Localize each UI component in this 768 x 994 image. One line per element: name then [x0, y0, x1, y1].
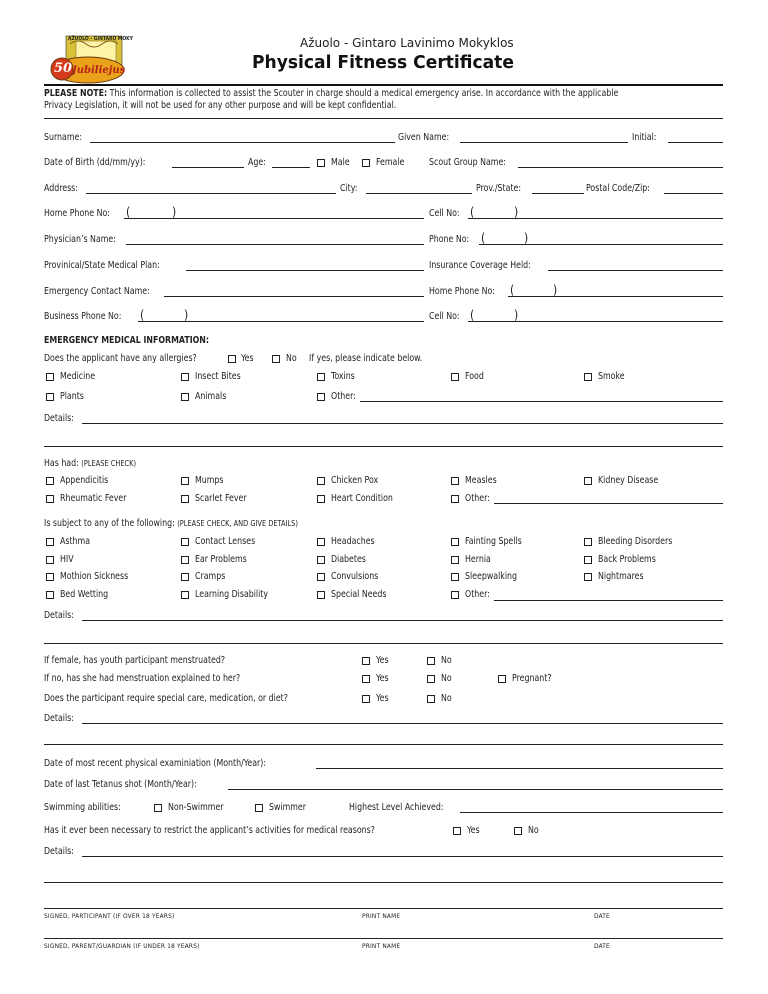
emergency-phone-paren-close: ) [553, 283, 558, 297]
scarlet-fever-label: Scarlet Fever [195, 493, 247, 504]
ear-problems-checkbox[interactable] [181, 556, 189, 564]
restrict-details-field-1[interactable] [82, 856, 723, 857]
business-cell-paren-open: ( [470, 308, 475, 322]
special-needs-label: Special Needs [331, 589, 387, 600]
phone-no-label: Phone No: [429, 234, 470, 245]
age-field[interactable] [272, 167, 310, 168]
rheumatic-fever-checkbox[interactable] [46, 495, 54, 503]
pregnant-label: Pregnant? [512, 673, 552, 684]
allergy-plants-label: Plants [60, 391, 84, 402]
contact-lenses-checkbox[interactable] [181, 538, 189, 546]
hiv-label: HIV [60, 554, 74, 565]
motion-sickness-checkbox[interactable] [46, 573, 54, 581]
explained-yes-checkbox[interactable] [362, 675, 370, 683]
physician-field[interactable] [126, 244, 424, 245]
surname-label: Surname: [44, 132, 83, 143]
allergy-other-checkbox[interactable] [317, 393, 325, 401]
allergy-details-field-1[interactable] [82, 423, 723, 424]
tetanus-field[interactable] [228, 789, 723, 790]
allergies-yes-label: Yes [241, 353, 254, 364]
postal-field[interactable] [664, 193, 723, 194]
emergency-contact-field[interactable] [164, 296, 424, 297]
asthma-label: Asthma [60, 536, 91, 547]
cell-no-field[interactable] [468, 218, 723, 219]
restrict-yes-label: Yes [467, 825, 480, 836]
participant-print-name-caption: PRINT NAME [362, 912, 401, 920]
sleepwalking-label: Sleepwalking [465, 571, 518, 582]
hernia-checkbox[interactable] [451, 556, 459, 564]
participant-date-caption: DATE [594, 912, 610, 920]
bed-wetting-label: Bed Wetting [60, 589, 109, 600]
pregnant-checkbox[interactable] [498, 675, 506, 683]
allergy-insect-bites-label: Insect Bites [195, 371, 241, 382]
recent-exam-field[interactable] [316, 768, 723, 769]
given-name-label: Given Name: [398, 132, 450, 143]
recent-exam-label: Date of most recent physical examiniation (Month/Year): [44, 758, 267, 769]
allergies-no-label: No [286, 353, 297, 364]
medical-plan-label: Provinical/State Medical Plan: [44, 260, 160, 271]
diabetes-label: Diabetes [331, 554, 366, 565]
special-care-details-field-2[interactable] [44, 744, 723, 745]
non-swimmer-checkbox[interactable] [154, 804, 162, 812]
restrict-question: Has it ever been necessary to restrict the applicant’s activities for medical reasons? [44, 825, 375, 836]
logo-number: 50 [54, 61, 73, 76]
parent-date-caption: DATE [594, 942, 610, 950]
subject-to-text: Is subject to any of the following: [44, 518, 175, 529]
business-paren-open: ( [140, 308, 145, 322]
prov-state-label: Prov./State: [476, 183, 522, 194]
city-field[interactable] [366, 193, 472, 194]
allergy-insect-bites-checkbox[interactable] [181, 373, 189, 381]
allergy-toxins-label: Toxins [331, 371, 355, 382]
special-care-no-checkbox[interactable] [427, 695, 435, 703]
mumps-label: Mumps [195, 475, 224, 486]
special-care-details-label: Details: [44, 713, 74, 724]
convulsions-checkbox[interactable] [317, 573, 325, 581]
condition-other-checkbox[interactable] [451, 591, 459, 599]
restrict-details-label: Details: [44, 846, 74, 857]
home-phone-field[interactable] [124, 218, 424, 219]
emergency-home-phone-label: Home Phone No: [429, 286, 495, 297]
signed-parent-caption: SIGNED, PARENT/GUARDIAN (IF UNDER 18 YEARS) [44, 942, 200, 950]
female-checkbox[interactable] [362, 159, 370, 167]
menstruated-no-checkbox[interactable] [427, 657, 435, 665]
physician-label: Physician’s Name: [44, 234, 116, 245]
logo-script: Jubiliejus [72, 65, 126, 76]
allergies-no-checkbox[interactable] [272, 355, 280, 363]
has-had-other-field[interactable] [494, 503, 723, 504]
female-label: Female [376, 157, 405, 168]
appendicitis-checkbox[interactable] [46, 477, 54, 485]
condition-other-field[interactable] [494, 600, 723, 601]
business-cell-field[interactable] [468, 321, 723, 322]
bleeding-disorders-checkbox[interactable] [584, 538, 592, 546]
cramps-label: Cramps [195, 571, 226, 582]
allergy-smoke-label: Smoke [598, 371, 625, 382]
phone-paren-close: ) [524, 231, 529, 245]
motion-sickness-label: Mothion Sickness [60, 571, 129, 582]
restrict-yes-checkbox[interactable] [453, 827, 461, 835]
initial-label: Initial: [632, 132, 657, 143]
special-care-question: Does the participant require special care, medication, or diet? [44, 693, 288, 704]
menstruated-yes-label: Yes [376, 655, 389, 666]
learning-disability-checkbox[interactable] [181, 591, 189, 599]
given-name-field[interactable] [460, 142, 628, 143]
has-had-label [44, 458, 136, 470]
kidney-disease-label: Kidney Disease [598, 475, 659, 486]
swimmer-checkbox[interactable] [255, 804, 263, 812]
allergies-question: Does the applicant have any allergies? [44, 353, 197, 364]
allergy-other-field[interactable] [360, 401, 723, 402]
sleepwalking-checkbox[interactable] [451, 573, 459, 581]
ear-problems-label: Ear Problems [195, 554, 247, 565]
swimming-label: Swimming abilities: [44, 802, 121, 813]
male-label: Male [331, 157, 350, 168]
nightmares-label: Nightmares [598, 571, 644, 582]
male-checkbox[interactable] [317, 159, 325, 167]
kidney-disease-checkbox[interactable] [584, 477, 592, 485]
headaches-label: Headaches [331, 536, 375, 547]
insurance-field[interactable] [548, 270, 723, 271]
bed-wetting-checkbox[interactable] [46, 591, 54, 599]
emergency-phone-paren-open: ( [510, 283, 515, 297]
hiv-checkbox[interactable] [46, 556, 54, 564]
emergency-home-phone-field[interactable] [508, 296, 723, 297]
cell-no-label: Cell No: [429, 208, 460, 219]
bleeding-disorders-label: Bleeding Disorders [598, 536, 673, 547]
medical-plan-field[interactable] [186, 270, 424, 271]
address-label: Address: [44, 183, 78, 194]
special-care-yes-checkbox[interactable] [362, 695, 370, 703]
subject-to-note: (PLEASE CHECK, AND GIVE DETAILS) [177, 519, 298, 528]
insurance-label: Insurance Coverage Held: [429, 260, 531, 271]
home-phone-paren-open: ( [126, 205, 131, 219]
business-phone-label: Business Phone No: [44, 311, 122, 322]
has-had-other-label: Other: [465, 493, 490, 504]
parent-print-name-caption: PRINT NAME [362, 942, 401, 950]
note-rule [44, 118, 723, 119]
explained-question: If no, has she had menstruation explained to her? [44, 673, 241, 684]
has-had-other-checkbox[interactable] [451, 495, 459, 503]
note-text-1: This information is collected to assist the Scouter in charge should a medical emergency arise. In accordance with the applicable [107, 88, 619, 99]
has-had-text: Has had: [44, 458, 79, 469]
business-cell-paren-close: ) [514, 308, 519, 322]
learning-disability-label: Learning Disability [195, 589, 269, 600]
logo-top-text: ĄŽUOLO - GINTARO MOKY [68, 36, 133, 42]
appendicitis-label: Appendicitis [60, 475, 109, 486]
header-rule [44, 84, 723, 86]
cell-paren-open: ( [470, 205, 475, 219]
allergies-yes-checkbox[interactable] [228, 355, 236, 363]
special-care-yes-label: Yes [376, 693, 389, 704]
tetanus-label: Date of last Tetanus shot (Month/Year): [44, 779, 197, 790]
page-title: Physical Fitness Certificate [252, 52, 514, 73]
restrict-no-checkbox[interactable] [514, 827, 522, 835]
restrict-details-field-2[interactable] [44, 882, 723, 883]
signed-participant-caption: SIGNED, PARTICIPANT (IF OVER 18 YEARS) [44, 912, 175, 920]
non-swimmer-label: Non-Swimmer [168, 802, 224, 813]
menstruated-yes-checkbox[interactable] [362, 657, 370, 665]
convulsions-label: Convulsions [331, 571, 379, 582]
special-needs-checkbox[interactable] [317, 591, 325, 599]
note-label: PLEASE NOTE: [44, 88, 108, 99]
allergy-toxins-checkbox[interactable] [317, 373, 325, 381]
rheumatic-fever-label: Rheumatic Fever [60, 493, 127, 504]
org-name: Ažuolo - Gintaro Lavinimo Mokyklos [300, 36, 514, 50]
allergy-details-label: Details: [44, 413, 74, 424]
allergies-if-yes: If yes, please indicate below. [309, 353, 423, 364]
hernia-label: Hernia [465, 554, 491, 565]
allergy-smoke-checkbox[interactable] [584, 373, 592, 381]
fainting-spells-label: Fainting Spells [465, 536, 522, 547]
phone-no-field[interactable] [479, 244, 723, 245]
scout-group-field[interactable] [518, 167, 723, 168]
explained-no-checkbox[interactable] [427, 675, 435, 683]
age-label: Age: [248, 157, 266, 168]
initial-field[interactable] [668, 142, 723, 143]
emergency-heading: EMERGENCY MEDICAL INFORMATION: [44, 335, 210, 346]
chicken-pox-label: Chicken Pox [331, 475, 379, 486]
logo [48, 34, 133, 86]
address-field[interactable] [86, 193, 336, 194]
allergy-details-field-2[interactable] [44, 446, 723, 447]
condition-details-label: Details: [44, 610, 74, 621]
allergy-animals-checkbox[interactable] [181, 393, 189, 401]
restrict-no-label: No [528, 825, 539, 836]
privacy-note [44, 88, 618, 100]
cell-paren-close: ) [514, 205, 519, 219]
condition-other-label: Other: [465, 589, 490, 600]
highest-level-field[interactable] [460, 812, 723, 813]
menstruated-no-label: No [441, 655, 452, 666]
special-care-details-field-1[interactable] [82, 723, 723, 724]
phone-paren-open: ( [481, 231, 486, 245]
explained-no-label: No [441, 673, 452, 684]
diabetes-checkbox[interactable] [317, 556, 325, 564]
home-phone-paren-close: ) [172, 205, 177, 219]
measles-checkbox[interactable] [451, 477, 459, 485]
business-cell-label: Cell No: [429, 311, 460, 322]
home-phone-label: Home Phone No: [44, 208, 110, 219]
swimmer-label: Swimmer [269, 802, 307, 813]
dob-field[interactable] [172, 167, 244, 168]
privacy-note-2: Privacy Legislation, it will not be used for any other purpose and will be kept confidential. [44, 100, 397, 111]
cramps-checkbox[interactable] [181, 573, 189, 581]
has-had-note: (PLEASE CHECK) [81, 459, 137, 468]
highest-level-label: Highest Level Achieved: [349, 802, 444, 813]
scout-group-label: Scout Group Name: [429, 157, 506, 168]
condition-details-field-1[interactable] [82, 620, 723, 621]
mumps-checkbox[interactable] [181, 477, 189, 485]
chicken-pox-checkbox[interactable] [317, 477, 325, 485]
emergency-contact-label: Emergency Contact Name: [44, 286, 150, 297]
prov-state-field[interactable] [532, 193, 584, 194]
participant-signature-line[interactable] [44, 908, 723, 909]
business-phone-field[interactable] [138, 321, 424, 322]
scarlet-fever-checkbox[interactable] [181, 495, 189, 503]
surname-field[interactable] [90, 142, 395, 143]
fainting-spells-checkbox[interactable] [451, 538, 459, 546]
allergy-plants-checkbox[interactable] [46, 393, 54, 401]
postal-label: Postal Code/Zip: [586, 183, 650, 194]
subject-to-label [44, 518, 298, 530]
dob-label: Date of Birth (dd/mm/yy): [44, 157, 146, 168]
parent-signature-line[interactable] [44, 938, 723, 939]
back-problems-checkbox[interactable] [584, 556, 592, 564]
measles-label: Measles [465, 475, 497, 486]
heart-condition-checkbox[interactable] [317, 495, 325, 503]
condition-details-field-2[interactable] [44, 643, 723, 644]
explained-yes-label: Yes [376, 673, 389, 684]
back-problems-label: Back Problems [598, 554, 656, 565]
allergy-animals-label: Animals [195, 391, 227, 402]
allergy-food-label: Food [465, 371, 484, 382]
business-paren-close: ) [184, 308, 189, 322]
allergy-medicine-label: Medicine [60, 371, 96, 382]
special-care-no-label: No [441, 693, 452, 704]
allergy-medicine-checkbox[interactable] [46, 373, 54, 381]
heart-condition-label: Heart Condition [331, 493, 393, 504]
headaches-checkbox[interactable] [317, 538, 325, 546]
contact-lenses-label: Contact Lenses [195, 536, 256, 547]
menstruated-question: If female, has youth participant menstruated? [44, 655, 226, 666]
allergy-food-checkbox[interactable] [451, 373, 459, 381]
city-label: City: [340, 183, 358, 194]
allergy-other-label: Other: [331, 391, 356, 402]
nightmares-checkbox[interactable] [584, 573, 592, 581]
asthma-checkbox[interactable] [46, 538, 54, 546]
